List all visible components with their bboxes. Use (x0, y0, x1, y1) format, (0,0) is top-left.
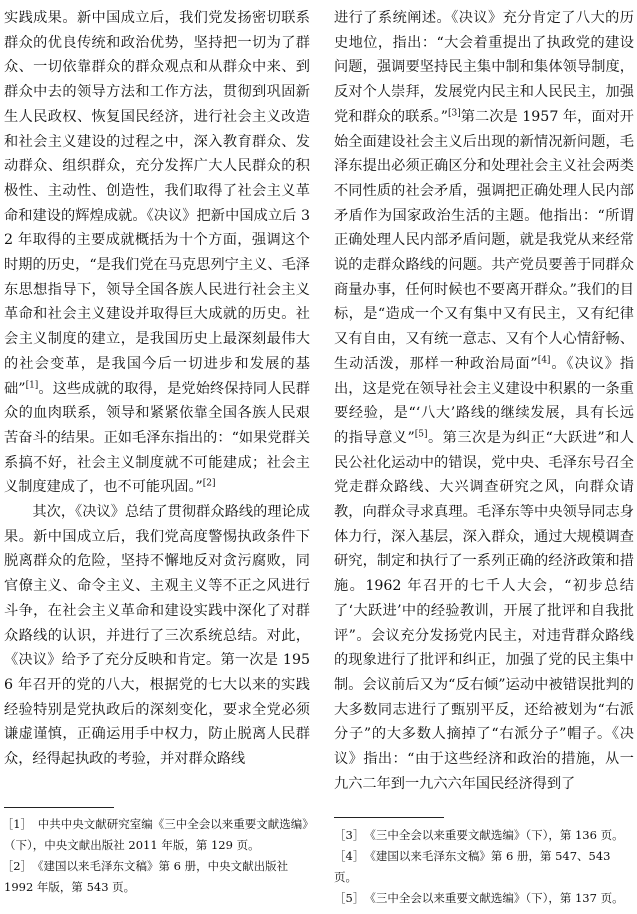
footnote-ref-2[interactable]: [2] (202, 478, 216, 489)
paragraph-theory: 其次，《决议》总结了贯彻群众路线的理论成果。新中国成立后，我们党高度警惕执政条件下脱离群众的危险，坚持不懈地反对贪污腐败，同官僚主义、命令主义、主观主义等不正之风进行斗争，在社会主义革命和建设实践中深化了对群众路线的认识，并进行了三次系统总结。对此，《决议》给予了充分反映和肯定。第一次是 1956 年召开的党的八大，根据党的七大以来的实践经验特别是党执政后的深刻变化，要求全党必须谦虚谨慎，正确运用手中权力，防止脱离人民群众，经得起执政的考验，并对群众路线 (4, 504, 310, 768)
paragraph-achievements: 实践成果。新中国成立后，我们党发扬密切联系群众的优良传统和政治优势，坚持把一切为了群众、一切依靠群众的群众观点和从群众中来、到群众中去的领导方法和工作方法，贯彻到巩固新生人民政权、恢复国民经济，进行社会主义改造和社会主义建设的过程之中，深入教育群众、发动群众、组织群众，充分发挥广大人民群众的积极性、主动性、创造性，我们取得了社会主义革命和建设的辉煌成就。《决议》把新中国成立后 32 年取得的主要成就概括为十个方面，强调这个时期的历史，“是我们党在马克思列宁主义、毛泽东思想指导下，领导全国各族人民进行社会主义革命和社会主义建设并取得巨大成就的历史。社会主义制度的建立，是我国历史上最深刻最伟大的社会变革，是我国今后一切进步和发展的基础”[1]。这些成就的取得，是党始终保持同人民群众的血肉联系，领导和紧紧依靠全国各族人民艰苦奋斗的结果。正如毛泽东指出的：“如果党群关系搞不好，社会主义制度就不可能建成；社会主义制度建成了，也不可能巩固。”[2] (4, 10, 310, 496)
footnote-ref-1[interactable]: [1] (25, 379, 39, 390)
footnote-divider-right (334, 817, 444, 818)
paragraph-summaries: 进行了系统阐述。《决议》充分肯定了八大的历史地位，指出：“大会着重提出了执政党的建设问题，强调要坚持民主集中制和集体领导制度，反对个人崇拜，发展党内民主和人民民主，加强党和群众的联系。”[3]第二次是 1957 年，面对开始全面建设社会主义后出现的新情况新问题，毛泽东提出必须正确区分和处理社会主义社会两类不同性质的社会矛盾，强调把正确处理人民内部矛盾作为国家政治生活的主题。他指出：“所谓正确处理人民内部矛盾问题，就是我党从来经常说的走群众路线的问题。共产党员要善于同群众商量办事，任何时候也不要离开群众。”我们的目标，是“造成一个又有集中又有民主，又有纪律又有自由，又有统一意志、又有个人心情舒畅、生动活泼，那样一种政治局面”[4]。《决议》指出，这是党在领导社会主义建设中积累的一条重要经验，是“‘八大’路线的继续发展，具有长远的指导意义”[5]。第三次是为纠正“大跃进”和人民公社化运动中的错误，党中央、毛泽东号召全党走群众路线、大兴调查研究之风，向群众请教，向群众寻求真理。毛泽东等中央领导同志身体力行，深入基层，深入群众，通过大规模调查研究，制定和执行了一系列正确的经济政策和措施。1962 年召开的七千人大会，“初步总结了‘大跃进’中的经验教训，开展了批评和自我批评”。会议充分发扬党内民主，对违背群众路线的现象进行了批评和纠正，加强了党的民主集中制。会议前后又为“反右倾”运动中被错误批判的大多数同志进行了甄别平反，还给被划为“右派分子”的大多数人摘掉了“右派分子”帽子。《决议》指出：“由于这些经济和政治的措施，从一九六二年到一九六六年国民经济得到了 (334, 10, 634, 792)
footnote-3: ［3］ 《三中全会以来重要文献选编》（下），第 136 页。 (334, 828, 624, 842)
footnote-5: ［5］ 《三中全会以来重要文献选编》（下），第 137 页。 (334, 891, 624, 905)
footnote-4: ［4］ 《建国以来毛泽东文稿》第 6 册，第 547、543 页。 (334, 849, 611, 884)
right-column (334, 6, 634, 797)
footnote-divider-left (4, 807, 114, 808)
footnotes-left (1, 814, 310, 898)
footnote-2: ［2］ 《建国以来毛泽东文稿》第 6 册，中央文献出版社 1992 年版，第 543 页。 (1, 859, 289, 894)
footnote-ref-3[interactable]: [3] (447, 108, 461, 119)
footnote-ref-5[interactable]: [5] (414, 429, 428, 440)
footnote-1: ［1］ 中共中央文献研究室编《三中全会以来重要文献选编》（下），中央文献出版社 2011 年版，第 129 页。 (1, 817, 309, 852)
left-column (4, 6, 310, 772)
footnotes-right (334, 825, 634, 909)
footnote-ref-4[interactable]: [4] (537, 355, 551, 366)
